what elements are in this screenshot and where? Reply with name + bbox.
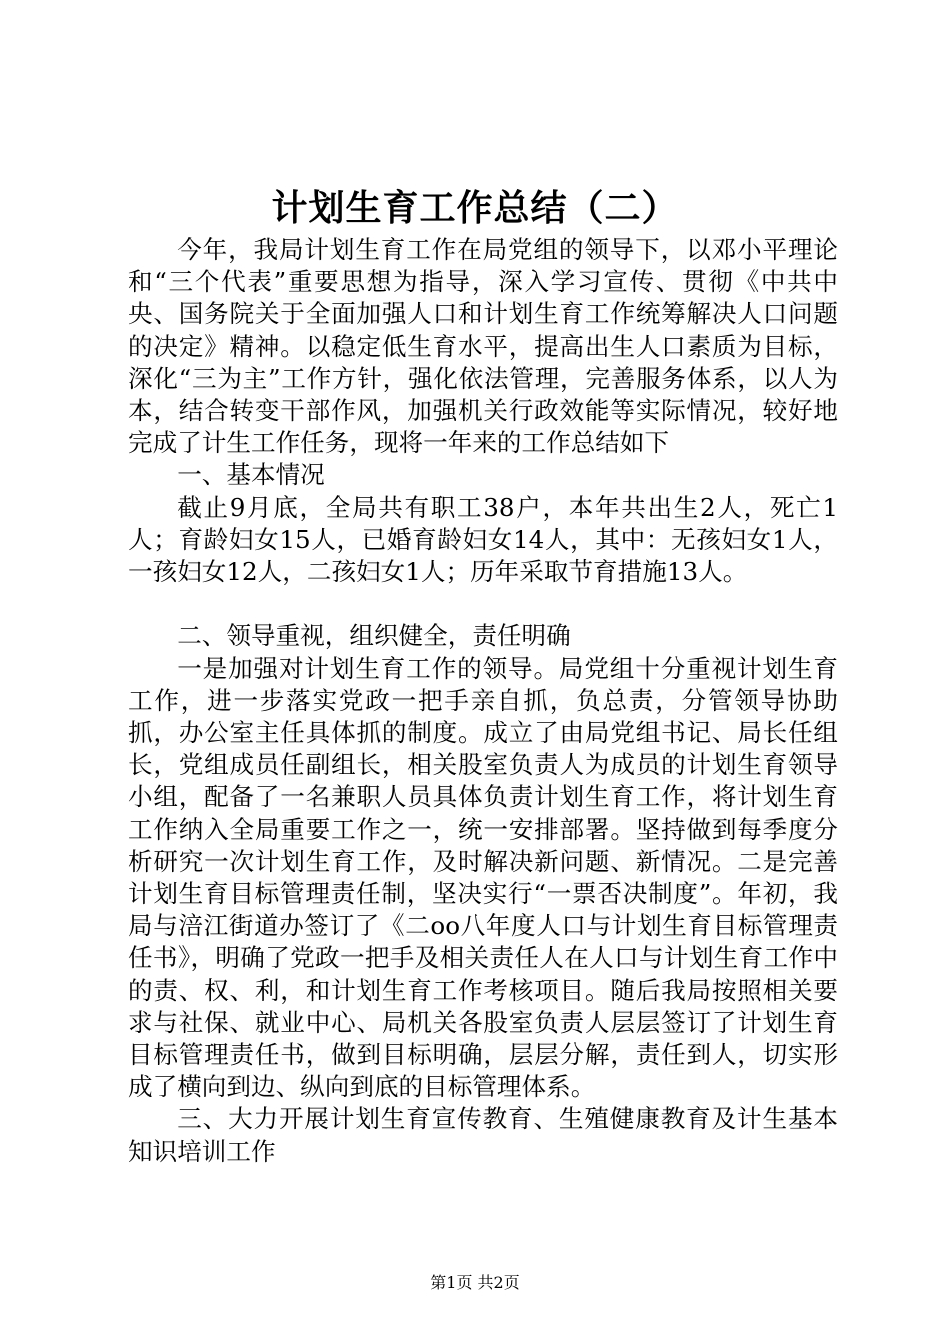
leadership-paragraph: 一是加强对计划生育工作的领导。局党组十分重视计划生育工作，进一步落实党政一把手亲自抓，负总责，分管领导协助抓，办公室主任具体抓的制度。成立了由局党组书记、局长任组长，党组成员任副组长，相关股室负责人为成员的计划生育领导小组，配备了一名兼职人员具体负责计划生育工作，将计划生育工作纳入全局重要工作之一，统一安排部署。坚持做到每季度分析研究一次计划生育工作，及时解决新问题、新情况。二是完善计划生育目标管理责任制，坚决实行“一票否决制度”。年初，我局与涪江街道办签订了《二oo八年度人口与计划生育目标管理责任书》，明确了党政一把手及相关责任人在人口与计划生育工作中的责、权、利，和计划生育工作考核项目。随后我局按照相关要求与社保、就业中心、局机关各股室负责人层层签订了计划生育目标管理责任书，做到目标明确，层层分解，责任到人，切实形成了横向到边、纵向到底的目标管理体系。 bbox=[128, 653, 838, 1102]
intro-paragraph: 今年，我局计划生育工作在局党组的领导下，以邓小平理论和“三个代表”重要思想为指导，深入学习宣传、贯彻《中共中央、国务院关于全面加强人口和计划生育工作统筹解决人口问题的决定》精神。以稳定低生育水平，提高出生人口素质为目标，深化“三为主”工作方针，强化依法管理，完善服务体系，以人为本，结合转变干部作风，加强机关行政效能等实际情况，较好地完成了计生工作任务，现将一年来的工作总结如下 bbox=[128, 235, 838, 458]
document-title: 计划生育工作总结（二） bbox=[271, 187, 679, 229]
basic-situation-paragraph: 截止9月底，全局共有职工38户，本年共出生2人，死亡1人；育龄妇女15人，已婚育龄妇女14人，其中：无孩妇女1人，一孩妇女12人，二孩妇女1人；历年采取节育措施13人。 bbox=[128, 492, 838, 587]
section-heading-basic-situation: 一、基本情况 bbox=[177, 460, 325, 490]
document-body bbox=[128, 234, 838, 1168]
section-heading-publicity: 三、大力开展计划生育宣传教育、生殖健康教育及计生基本知识培训工作 bbox=[128, 1104, 838, 1166]
section-heading-leadership: 二、领导重视，组织健全，责任明确 bbox=[177, 621, 571, 651]
paragraph-gap bbox=[128, 588, 838, 620]
page-footer: 第1页 共2页 bbox=[430, 1273, 520, 1292]
